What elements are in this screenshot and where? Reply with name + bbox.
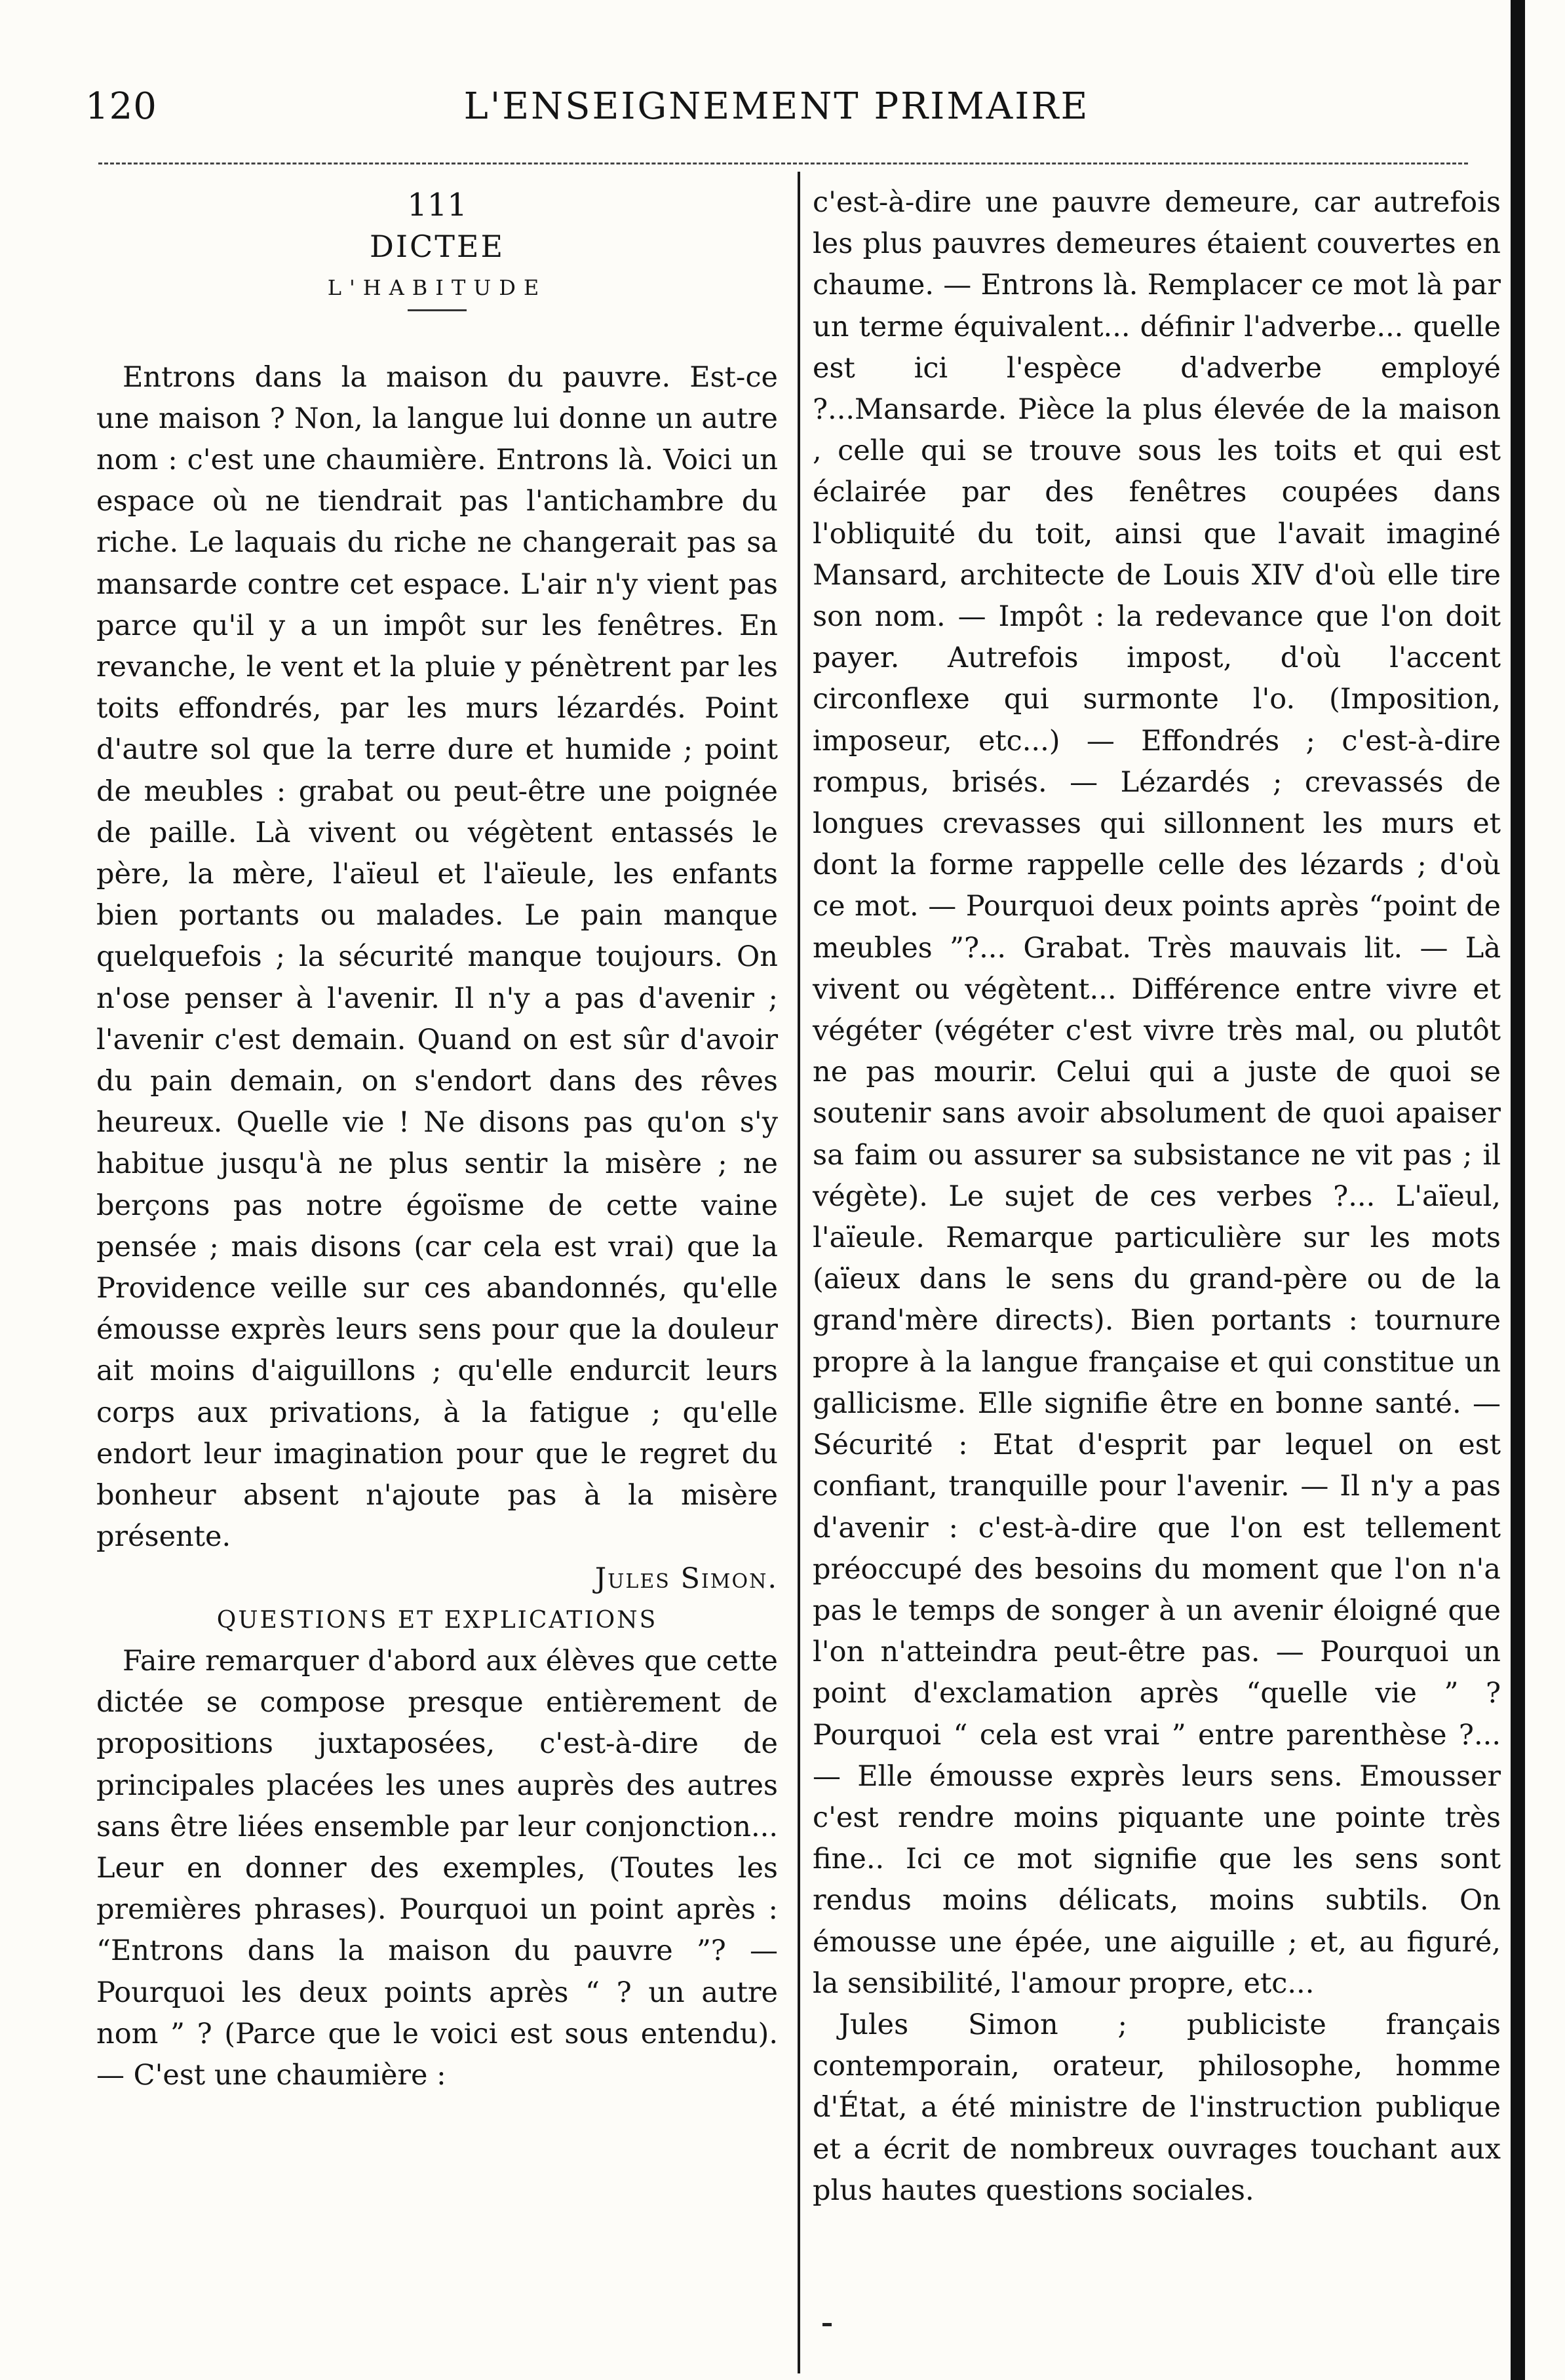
page-header xyxy=(85,85,1468,138)
section-number: 111 xyxy=(407,187,467,223)
questions-paragraph-left: Faire remarquer d'abord aux élèves que cette dictée se compose presque entièrement de propositions juxtaposées, c'est-à-dire de principales placées les unes auprès des autres sans être liées ensemble par leur conjonction... Leur en donner des exemples, (Toutes les premières phrases). Pourquoi un point après : “Entrons dans la maison du pauvre ”? —Pourquoi les deux points après “ ? un autre nom ” ? (Parce que le voici est sous entendu). — C'est une chaumière : xyxy=(96,1644,778,2092)
author-signature: Jules Simon. xyxy=(594,1562,778,1595)
page-edge-shadow xyxy=(1511,0,1525,2380)
header-rule xyxy=(98,163,1468,164)
dictation-text: Entrons dans la maison du pauvre. Est-ce une maison ? Non, la langue lui donne un autre nom : c'est une chaumière. Entrons là. Voici un espace où ne tiendrait pas l'antichambre du riche. Le laquais du riche ne changerait pas sa mansarde contre cet espace. L'air n'y vient pas parce qu'il y a un impôt sur les fenêtres. En revanche, le vent et la pluie y pénètrent par les toits effondrés, par les murs lézardés. Point d'autre sol que la terre dure et humide ; point de meubles : grabat ou peut-être une poignée de paille. Là vivent ou végètent entassés le père, la mère, l'aïeul et l'aïeule, les enfants bien portants ou malades. Le pain manque quelquefois ; la sécurité manque toujours. On n'ose penser à l'avenir. Il n'y a pas d'avenir ; l'avenir c'est demain. Quand on est sûr d'avoir du pain demain, on s'endort dans des rêves heureux. Quelle vie ! Ne disons pas qu'on s'y habitue jusqu'à ne plus sentir la misère ; ne berçons pas notre égoïsme de cette vaine pensée ; mais disons (car cela est vrai) que la Providence veille sur ces abandonnés, qu'elle émousse exprès leurs sens pour que la douleur ait moins d'aiguillons ; qu'elle endurcit leurs corps aux privations, à la fatigue ; qu'elle endort leur imagination pour que le regret du bonheur absent n'ajoute pas à la misère présente. xyxy=(96,360,778,1554)
page-number: 120 xyxy=(85,85,157,128)
dictation-subtitle: L'HABITUDE xyxy=(327,275,547,301)
running-title: L'ENSEIGNEMENT PRIMAIRE xyxy=(463,85,1090,128)
right-column xyxy=(813,182,1501,2212)
section-rule xyxy=(408,309,467,311)
column-divider xyxy=(798,172,800,2373)
author-note-paragraph: Jules Simon ; publiciste français contemporain, orateur, philosophe, homme d'État, a été ministre de l'instruction publique et a écrit de nombreux ouvrages touchant aux plus hautes questions sociales. xyxy=(813,2008,1501,2207)
questions-paragraph-right: c'est-à-dire une pauvre demeure, car autrefois les plus pauvres demeures étaient couvertes en chaume. — Entrons là. Remplacer ce mot là par un terme équivalent... définir l'adverbe... quelle est ici l'espèce d'adverbe employé ?...Mansarde. Pièce la plus élevée de la maison , celle qui se trouve sous les toits et qui est éclairée par des fenêtres coupées dans l'obliquité du toit, ainsi que l'avait imaginé Mansard, architecte de Louis XIV d'où elle tire son nom. — Impôt : la redevance que l'on doit payer. Autrefois impost, d'où l'accent circonflexe qui surmonte l'o. (Imposition, imposeur, etc...) — Effondrés ; c'est-à-dire rompus, brisés. — Lézardés ; crevassés de longues crevasses qui sillonnent les murs et dont la forme rappelle celle des lézards ; d'où ce mot. — Pourquoi deux points après “point de meubles ”?... Grabat. Très mauvais lit. — Là vivent ou végètent... Différence entre vivre et végéter (végéter c'est vivre très mal, ou plutôt ne pas mourir. Celui qui a juste de quoi se soutenir sans avoir absolument de quoi apaiser sa faim ou assurer sa subsistance ne vit pas ; il végète). Le sujet de ces verbes ?... L'aïeul, l'aïeule. Remarque particulière sur les mots (aïeux dans le sens du grand-père ou de la grand'mère directs). Bien portants : tournure propre à la langue française et qui constitue un gallicisme. Elle signifie être en bonne santé. — Sécurité : Etat d'esprit par lequel on est confiant, tranquille pour l'avenir. — Il n'y a pas d'avenir : c'est-à-dire que l'on est tellement préoccupé des besoins du moment que l'on n'a pas le temps de songer à un avenir éloigné que l'on n'atteindra peut-être pas. — Pourquoi un point d'exclamation après “quelle vie ” ? Pourquoi “ cela est vrai ” entre parenthèse ?... — Elle émousse exprès leurs sens. Emousser c'est rendre moins piquante une pointe très fine.. Ici ce mot signifie que les sens sont rendus moins délicats, moins subtils. On émousse une épée, une aiguille ; et, au figuré, la sensibilité, l'amour propre, etc... xyxy=(813,186,1501,2000)
left-column xyxy=(96,185,778,2096)
ink-mark xyxy=(822,2323,832,2326)
questions-heading: QUESTIONS ET EXPLICATIONS xyxy=(216,1606,658,1634)
dictation-title: DICTEE xyxy=(369,229,505,265)
